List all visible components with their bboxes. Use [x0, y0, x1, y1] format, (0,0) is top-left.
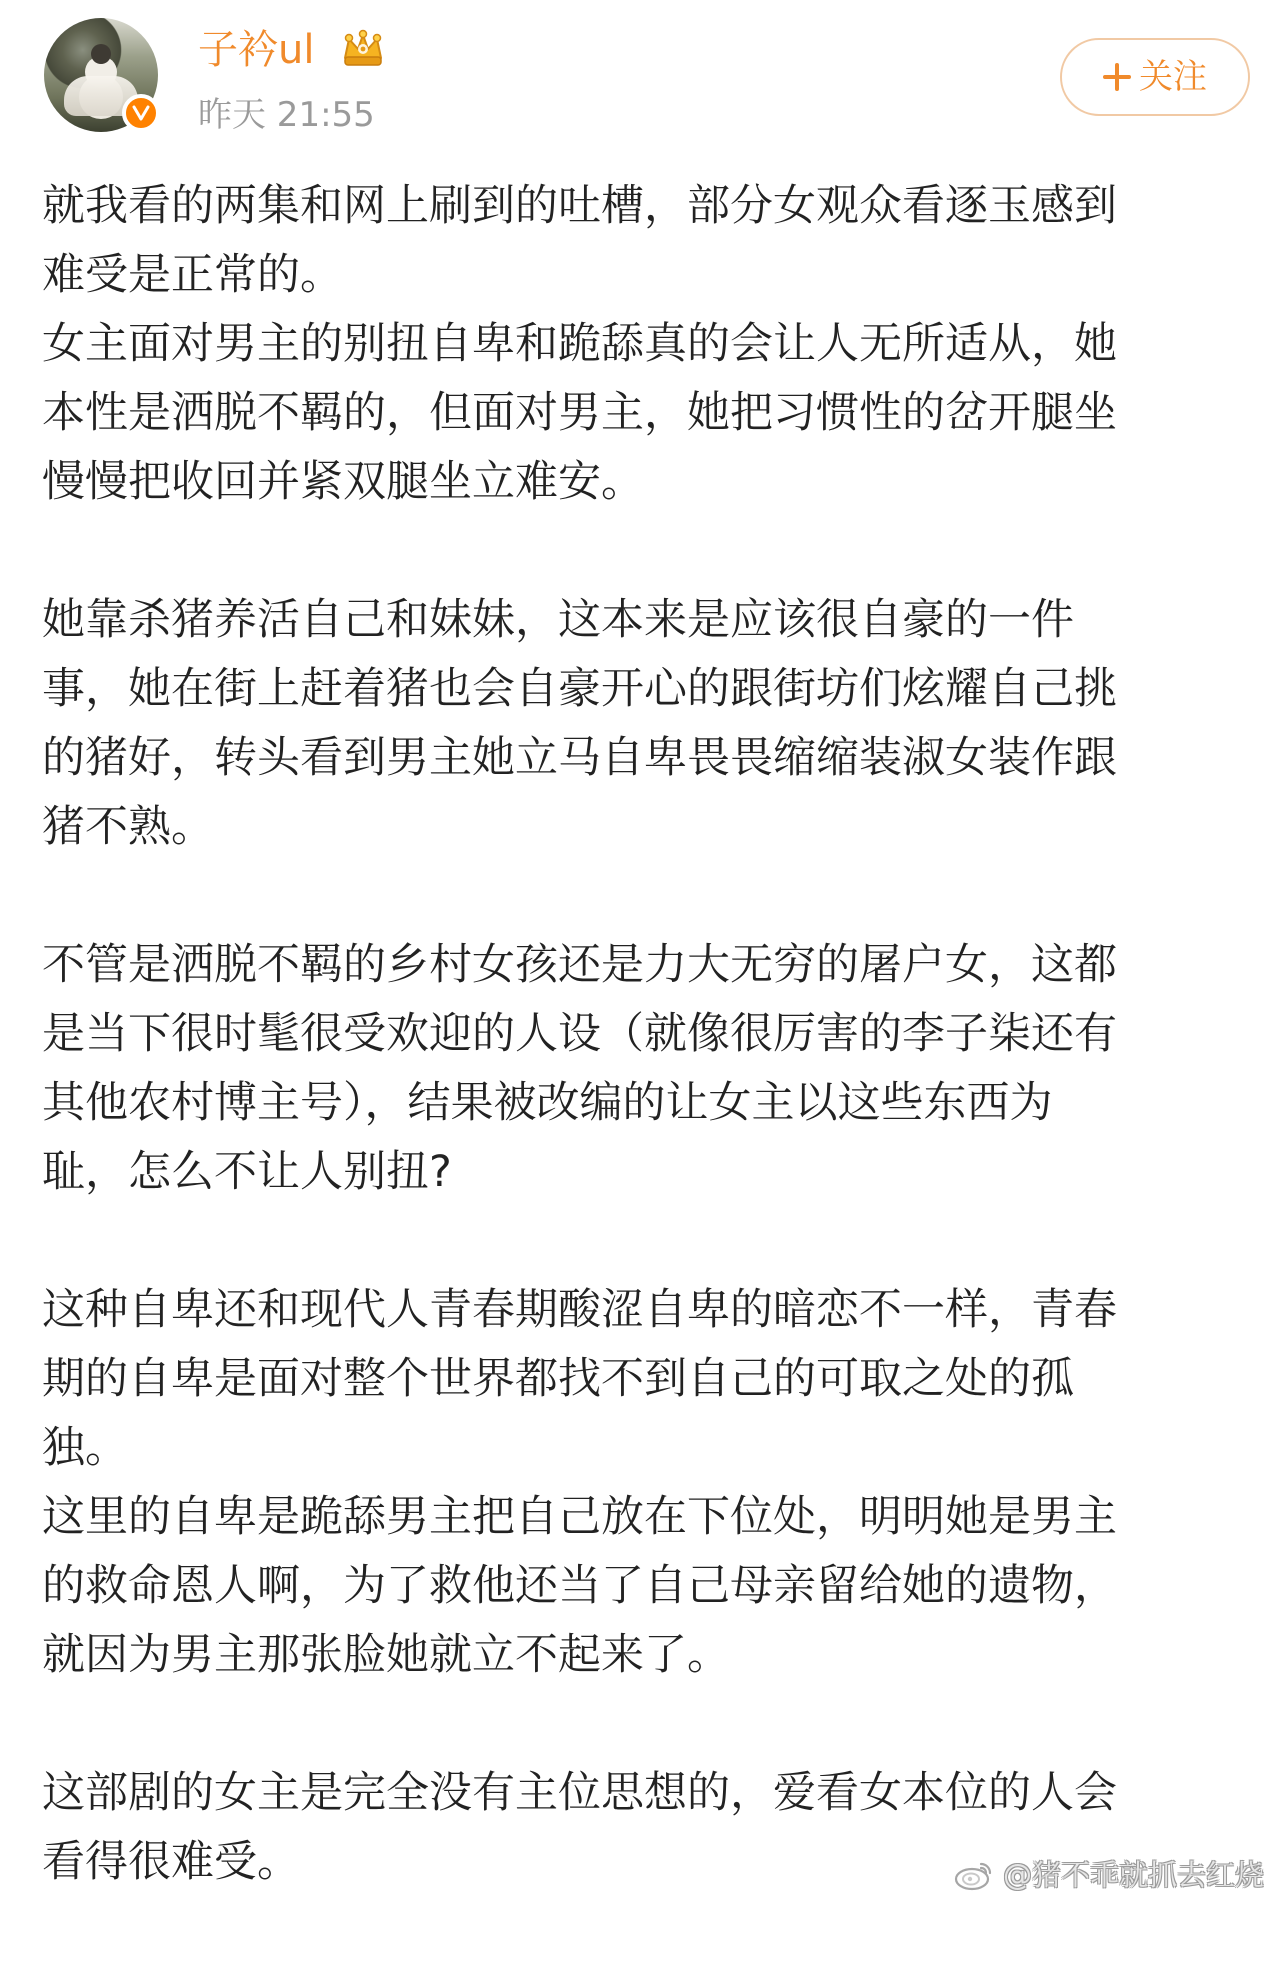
- text-line: 这部剧的女主是完全没有主位思想的，爱看女本位的人会: [42, 1768, 1117, 1818]
- weibo-icon: [953, 1858, 995, 1892]
- follow-button[interactable]: [1060, 38, 1250, 116]
- watermark: [953, 1858, 1264, 1892]
- text-line: 就因为男主那张脸她就立不起来了。: [42, 1630, 730, 1680]
- text-line: 独。: [42, 1423, 128, 1473]
- text-line: 猪不熟。: [42, 802, 214, 852]
- text-line: 这种自卑还和现代人青春期酸涩自卑的暗恋不一样，青春: [42, 1285, 1117, 1335]
- crown-member-icon: [337, 28, 389, 70]
- text-line: 是当下很时髦很受欢迎的人设（就像很厉害的李子柒还有: [42, 1009, 1117, 1059]
- avatar[interactable]: [44, 18, 158, 132]
- paragraph-block: [42, 586, 1252, 862]
- username[interactable]: 子衿ul: [198, 27, 315, 73]
- text-line: 事，她在街上赶着猪也会自豪开心的跟街坊们炫耀自己挑: [42, 664, 1117, 714]
- plus-icon: [1103, 63, 1131, 91]
- text-line: 她靠杀猪养活自己和妹妹，这本来是应该很自豪的一件: [42, 595, 1074, 645]
- text-line: 耻，怎么不让人别扭?: [42, 1147, 452, 1197]
- text-line: 不管是洒脱不羁的乡村女孩还是力大无穷的屠户女，这都: [42, 940, 1117, 990]
- text-line: 女主面对男主的别扭自卑和跪舔真的会让人无所适从，她: [42, 319, 1117, 369]
- text-line: 的救命恩人啊，为了救他还当了自己母亲留给她的遗物，: [42, 1561, 1117, 1611]
- paragraph-block: [42, 1276, 1252, 1690]
- post-timestamp: 昨天 21:55: [198, 95, 375, 135]
- post-header: [0, 0, 1284, 150]
- text-line: 慢慢把收回并紧双腿坐立难安。: [42, 457, 644, 507]
- text-line: 期的自卑是面对整个世界都找不到自己的可取之处的孤: [42, 1354, 1074, 1404]
- paragraph-block: [42, 172, 1252, 517]
- text-line: 就我看的两集和网上刷到的吐槽，部分女观众看逐玉感到: [42, 181, 1117, 231]
- text-line: 其他农村博主号），结果被改编的让女主以这些东西为: [42, 1078, 1053, 1128]
- post-body: [42, 172, 1252, 1966]
- text-line: 本性是洒脱不羁的，但面对男主，她把习惯性的岔开腿坐: [42, 388, 1117, 438]
- verified-badge-icon: [122, 94, 160, 132]
- follow-button-label: 关注: [1139, 58, 1207, 96]
- text-line: 这里的自卑是跪舔男主把自己放在下位处，明明她是男主: [42, 1492, 1117, 1542]
- paragraph-block: [42, 931, 1252, 1207]
- watermark-text: @猪不乖就抓去红烧: [1002, 1857, 1264, 1892]
- text-line: 难受是正常的。: [42, 250, 343, 300]
- text-line: 的猪好，转头看到男主她立马自卑畏畏缩缩装淑女装作跟: [42, 733, 1117, 783]
- text-line: 看得很难受。: [42, 1837, 300, 1887]
